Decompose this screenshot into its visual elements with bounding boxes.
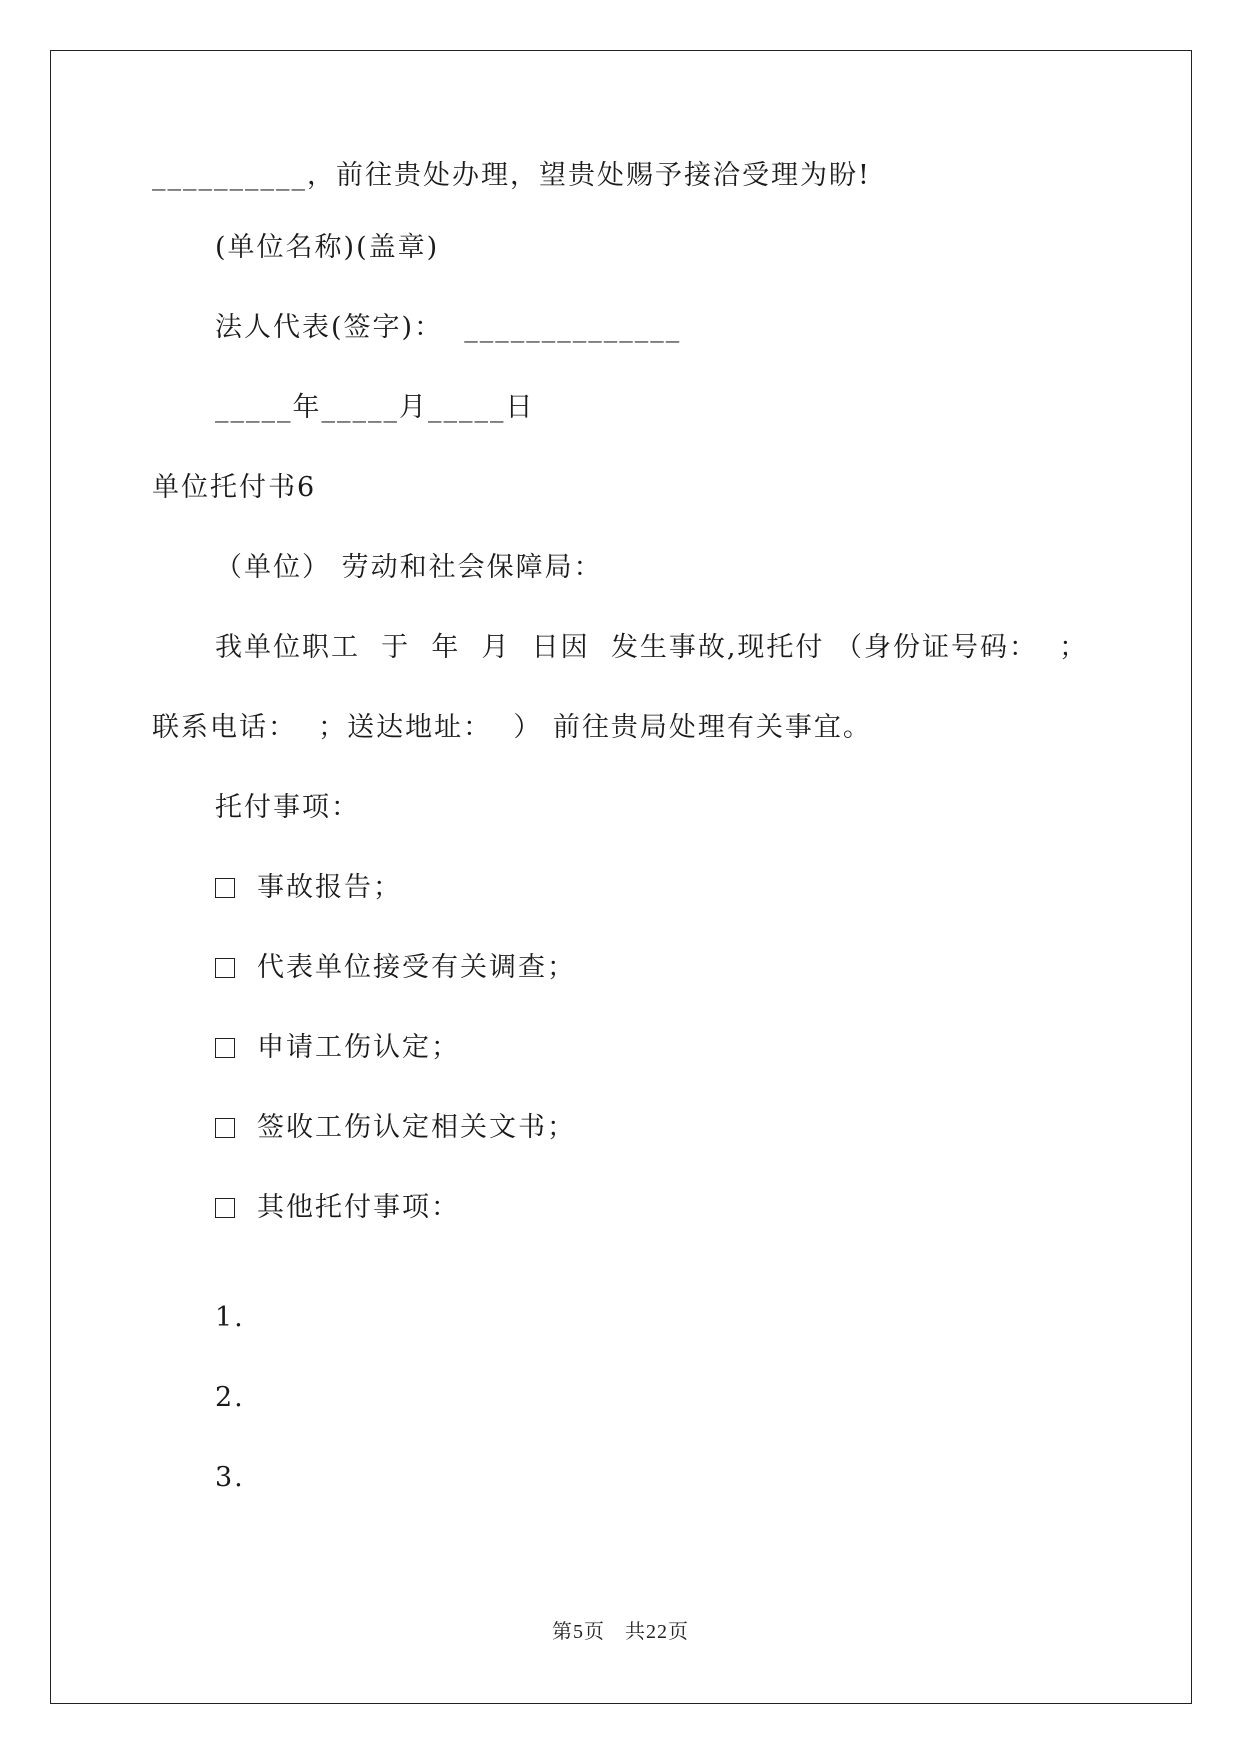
page-number: 第5页 [552, 1621, 605, 1643]
checkbox-icon [215, 958, 235, 978]
checklist-item [215, 1030, 460, 1066]
numbered-item: 2. [215, 1382, 245, 1413]
checklist-item-label: 代表单位接受有关调查； [257, 952, 576, 983]
numbered-item: 1. [215, 1302, 245, 1333]
body-paragraph-line-2: 联系电话： ；送达地址： ） 前往贵局处理有关事宜。 [152, 712, 872, 743]
checklist-item-label: 其他托付事项： [257, 1192, 460, 1223]
items-label: 托付事项： [215, 792, 360, 823]
page-footer [0, 1620, 1241, 1644]
checklist-item [215, 1190, 460, 1226]
body-paragraph-line-1: 我单位职工 于 年 月 日因 发生事故,现托付 （身份证号码： ； [215, 632, 1089, 663]
checkbox-icon [215, 1198, 235, 1218]
checklist-item-label: 申请工伤认定； [257, 1032, 460, 1063]
date-line: _____年_____月_____日 [215, 392, 535, 423]
office-line: __________，前往贵处办理，望贵处赐予接洽受理为盼! [152, 160, 871, 191]
checklist-item-label: 事故报告； [257, 872, 402, 903]
checklist-item [215, 950, 576, 986]
checklist-item-label: 签收工伤认定相关文书； [257, 1112, 576, 1143]
unit-seal-line: (单位名称)(盖章) [215, 232, 440, 263]
checkbox-icon [215, 1038, 235, 1058]
checklist-item [215, 870, 402, 906]
checkbox-icon [215, 878, 235, 898]
legal-rep-line: 法人代表(签字)： ______________ [215, 312, 682, 343]
checkbox-icon [215, 1118, 235, 1138]
addressee-line: （单位） 劳动和社会保障局： [215, 552, 603, 583]
numbered-item: 3. [215, 1462, 245, 1493]
document-heading: 单位托付书6 [152, 472, 317, 503]
page-total: 共22页 [625, 1621, 689, 1643]
checklist-item [215, 1110, 576, 1146]
